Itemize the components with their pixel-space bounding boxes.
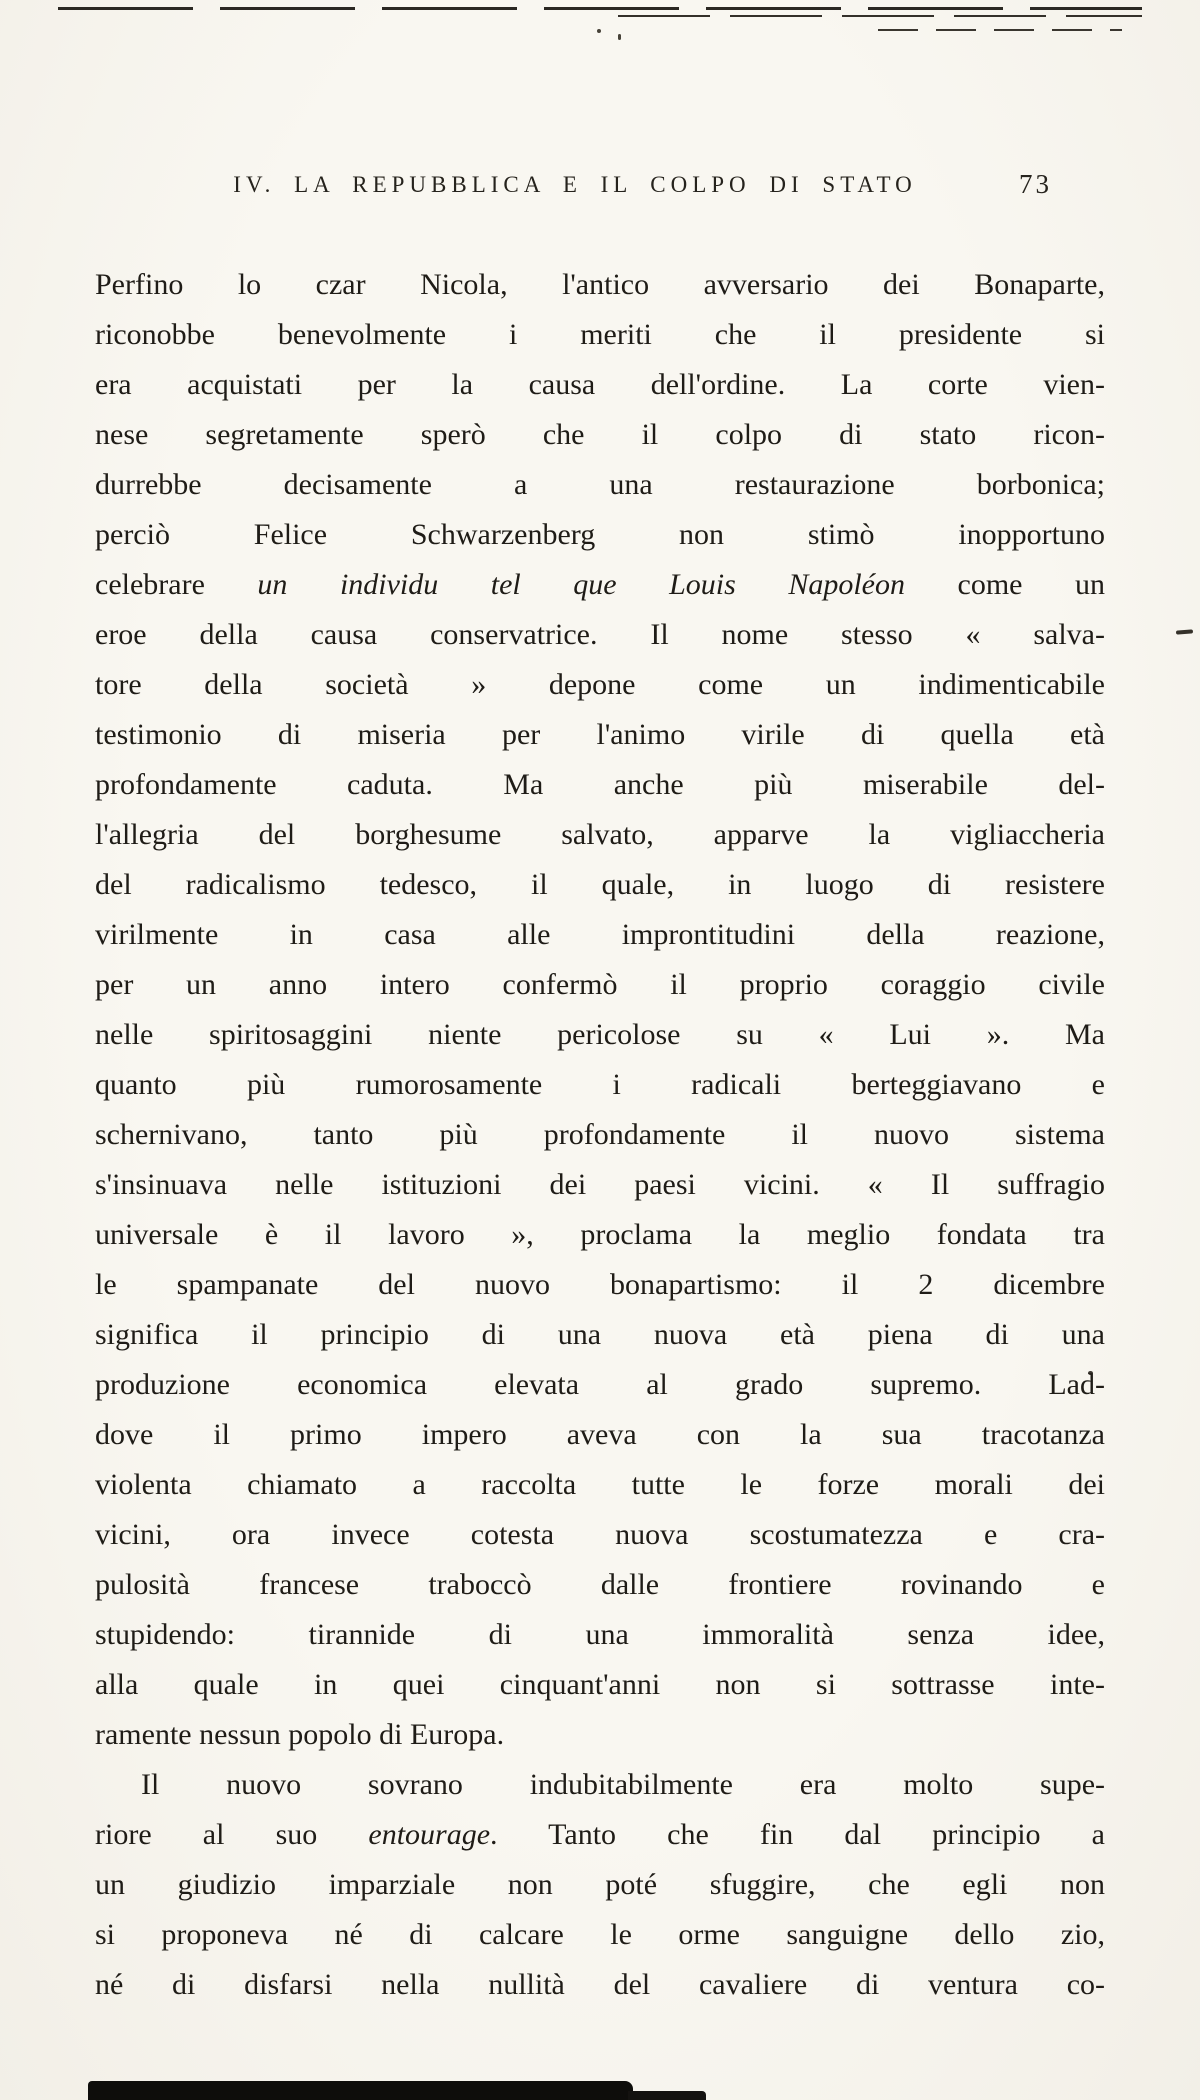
text-segment: perciò Felice Schwarzenberg non stimò inopportuno [95,518,1105,551]
text-line [95,310,1105,360]
text-segment: pulosità francese traboccò dalle frontiere rovinando e [95,1568,1105,1601]
text-segment: ramente nessun popolo di Europa. [95,1718,505,1751]
text-segment: Perfino lo czar Nicola, l'antico avversario dei Bonaparte, [95,268,1105,301]
text-segment: s'insinuava nelle istituzioni dei paesi vicini. « Il suffragio [95,1168,1105,1201]
text-line [95,1410,1105,1460]
text-segment: era acquistati per la causa dell'ordine. La corte vien- [95,368,1105,401]
scan-artifact-dot [618,34,621,40]
text-block [95,260,1105,2010]
text-segment: quanto più rumorosamente i radicali berteggiavano e [95,1068,1105,1101]
text-line [95,260,1105,310]
text-segment: Il nuovo sovrano indubitabilmente era molto supe- [141,1768,1105,1801]
text-segment: celebrare [95,568,258,601]
text-segment: schernivano, tanto più profondamente il nuovo sistema [95,1118,1105,1151]
text-line [95,1260,1105,1310]
scan-artifact-dot [597,29,601,33]
text-segment: . Tanto che fin dal principio a [490,1818,1105,1851]
text-line [95,510,1105,560]
text-segment: testimonio di miseria per l'animo virile di quella età [95,718,1105,751]
text-line [95,1660,1105,1710]
text-line [95,1610,1105,1660]
text-segment: profondamente caduta. Ma anche più miserabile del- [95,768,1105,801]
text-line [95,1160,1105,1210]
scan-artifact-top-rule-2 [618,15,1142,17]
text-line [95,460,1105,510]
text-line [95,660,1105,710]
text-line [95,1210,1105,1260]
text-segment: nelle spiritosaggini niente pericolose su « Lui ». Ma [95,1018,1105,1051]
text-line [95,810,1105,860]
text-segment: universale è il lavoro », proclama la meglio fondata tra [95,1218,1105,1251]
text-segment: riore al suo [95,1818,369,1851]
text-line [95,710,1105,760]
text-segment: significa il principio di una nuova età piena di una [95,1318,1105,1351]
text-segment: riconobbe benevolmente i meriti che il presidente si [95,318,1105,351]
text-line [95,610,1105,660]
text-segment: eroe della causa conservatrice. Il nome stesso « salva- [95,618,1105,651]
italic-text-segment: entourage [368,1818,491,1851]
text-segment: le spampanate del nuovo bonapartismo: il 2 dicembre [95,1268,1105,1301]
scan-artifact-top-rule-3 [878,29,1122,31]
text-line [95,1860,1105,1910]
text-segment: alla quale in quei cinquant'anni non si sottrasse inte- [95,1668,1105,1701]
text-line [95,1110,1105,1160]
scan-artifact-top-rule [58,7,1142,10]
scan-artifact-bottom-bar-tail [628,2091,706,2100]
page-number: 73 [1019,169,1052,199]
text-line [95,1910,1105,1960]
text-segment: nese segretamente sperò che il colpo di stato ricon- [95,418,1105,451]
text-segment: come un [905,568,1106,601]
text-line [95,1560,1105,1610]
text-line [95,1360,1105,1410]
text-line [95,410,1105,460]
text-segment: si proponeva né di calcare le orme sanguigne dello zio, [95,1918,1105,1951]
text-line [95,1810,1105,1860]
text-segment: l'allegria del borghesume salvato, apparve la vigliaccheria [95,818,1105,851]
text-segment: violenta chiamato a raccolta tutte le forze morali dei [95,1468,1105,1501]
text-line [95,360,1105,410]
chapter-running-title: IV. LA REPUBBLICA E IL COLPO DI STATO [233,172,917,197]
page-header [70,169,1080,208]
text-segment: un giudizio imparziale non poté sfuggire, che egli non [95,1868,1105,1901]
text-segment: né di disfarsi nella nullità del cavaliere di ventura co- [95,1968,1105,2001]
text-line [95,760,1105,810]
text-segment: per un anno intero confermò il proprio coraggio civile [95,968,1105,1001]
text-line [95,1060,1105,1110]
text-line [95,960,1105,1010]
text-segment: produzione economica elevata al grado supremo. Lad- [95,1368,1105,1401]
text-segment: tore della società » depone come un indimenticabile [95,668,1105,701]
scan-artifact-bottom-bar [88,2081,633,2100]
text-line [95,1310,1105,1360]
text-line [95,560,1105,610]
text-segment: stupidendo: tirannide di una immoralità senza idee, [95,1618,1105,1651]
text-line [95,1460,1105,1510]
text-segment: durrebbe decisamente a una restaurazione borbonica; [95,468,1105,501]
text-line [95,1010,1105,1060]
text-line [95,1960,1105,2010]
text-segment: del radicalismo tedesco, il quale, in luogo di resistere [95,868,1105,901]
text-segment: virilmente in casa alle improntitudini della reazione, [95,918,1105,951]
text-segment: vicini, ora invece cotesta nuova scostumatezza e cra- [95,1518,1105,1551]
text-line [95,1710,1105,1760]
text-line [95,860,1105,910]
text-segment: dove il primo impero aveva con la sua tracotanza [95,1418,1105,1451]
text-line [95,910,1105,960]
text-line [95,1760,1105,1810]
italic-text-segment: un individu tel que Louis Napoléon [257,568,905,601]
scan-artifact-edge-dash [1176,629,1193,634]
text-line [95,1510,1105,1560]
